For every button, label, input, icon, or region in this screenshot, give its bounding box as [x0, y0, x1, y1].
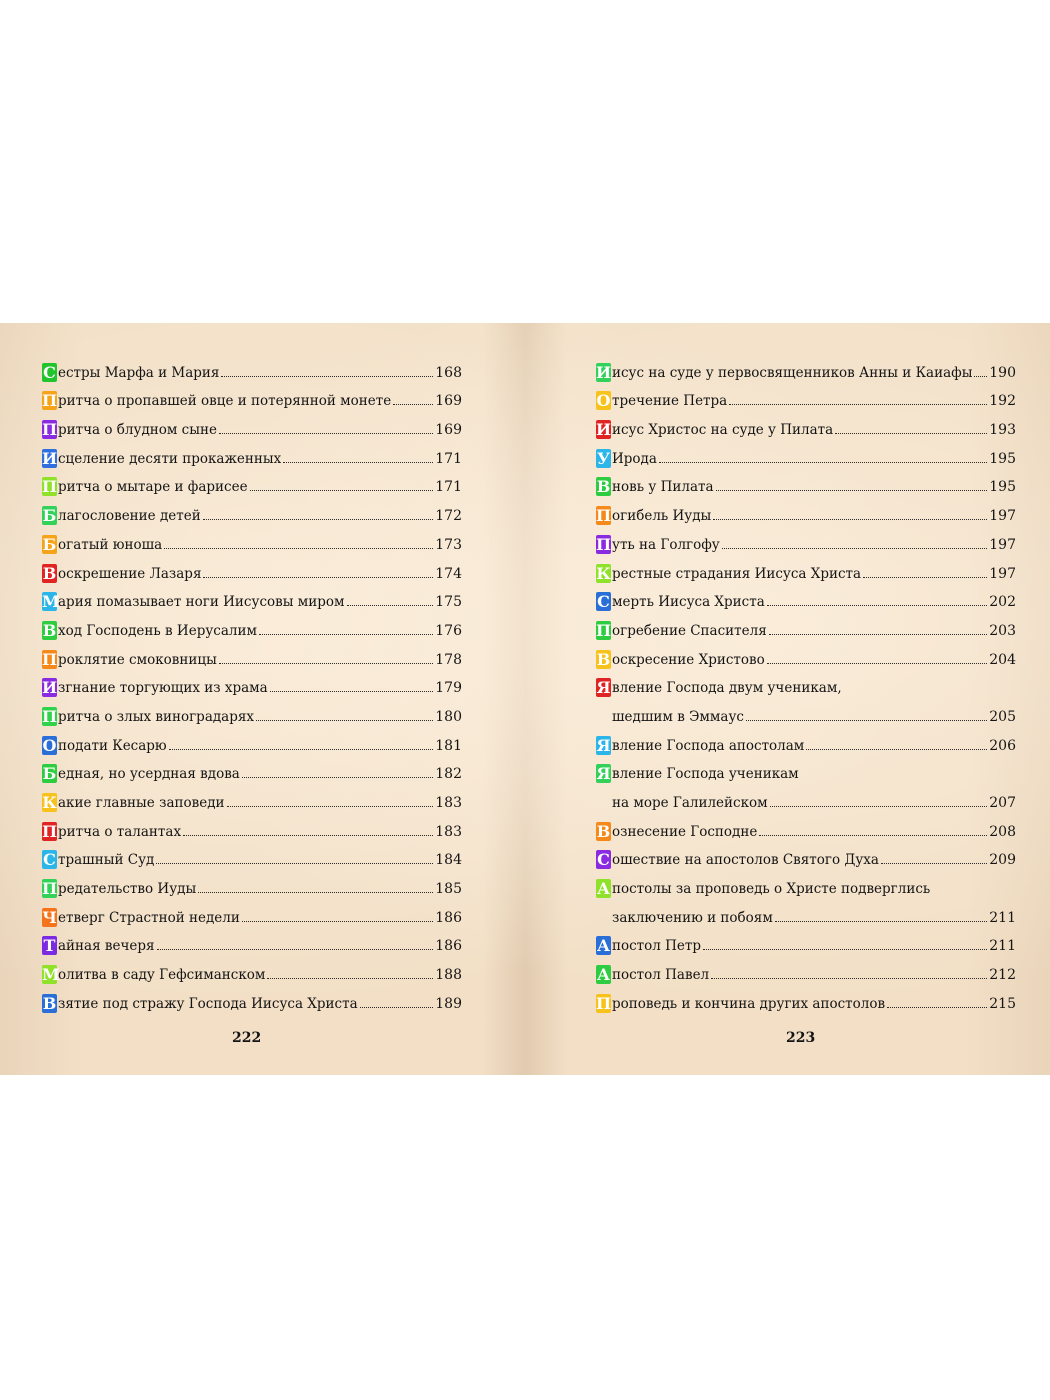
drop-cap: И	[596, 420, 612, 440]
dot-leader	[806, 749, 987, 750]
dot-leader	[887, 1007, 987, 1008]
toc-entry	[596, 527, 1016, 556]
entry-page-number: 206	[989, 737, 1016, 754]
entry-page-number: 179	[435, 680, 462, 697]
drop-cap: О	[596, 391, 611, 411]
entry-page-number: 173	[435, 536, 462, 553]
toc-entry	[42, 527, 462, 556]
drop-cap: Т	[43, 936, 56, 956]
entry-title: ария помазывает ноги Иисусовы миром	[58, 594, 345, 611]
drop-cap: А	[596, 879, 611, 899]
entry-title: вление Господа двум ученикам,	[612, 680, 842, 697]
entry-page-number: 174	[435, 565, 462, 582]
dot-leader	[250, 490, 434, 491]
dot-leader	[729, 404, 987, 405]
drop-cap: П	[596, 993, 612, 1013]
toc-entry	[42, 470, 462, 499]
entry-title: оскресение Христово	[612, 651, 765, 668]
entry-page-number: 175	[435, 594, 462, 611]
right-page	[596, 355, 1016, 1015]
dot-leader	[267, 978, 433, 979]
entry-title: вление Господа апостолам	[612, 737, 805, 754]
entry-page-number: 197	[989, 536, 1016, 553]
toc-entry	[42, 355, 462, 384]
drop-cap: П	[42, 821, 58, 841]
toc-entry	[596, 613, 1016, 642]
toc-entry	[42, 757, 462, 786]
dot-leader	[256, 720, 433, 721]
dot-leader	[156, 863, 433, 864]
dot-leader	[259, 634, 433, 635]
drop-cap: П	[42, 391, 58, 411]
entry-title: ритча о блудном сыне	[58, 422, 217, 439]
dot-leader	[183, 835, 433, 836]
entry-page-number: 205	[989, 708, 1016, 725]
entry-title: лагословение детей	[58, 508, 201, 525]
drop-cap: С	[597, 592, 610, 612]
toc-entry	[596, 498, 1016, 527]
toc-entry	[596, 470, 1016, 499]
entry-title: заключению и побоям	[612, 909, 773, 926]
entry-page-number: 168	[435, 364, 462, 381]
drop-cap: У	[597, 448, 610, 468]
entry-page-number: 204	[989, 651, 1016, 668]
toc-entry	[596, 642, 1016, 671]
entry-page-number: 212	[989, 967, 1016, 984]
page-number-right: 223	[786, 1030, 816, 1046]
dot-leader	[770, 806, 988, 807]
toc-entry	[42, 642, 462, 671]
drop-cap: А	[596, 965, 611, 985]
entry-page-number: 195	[989, 479, 1016, 496]
dot-leader	[169, 749, 434, 750]
toc-entry	[42, 613, 462, 642]
drop-cap: В	[596, 821, 611, 841]
dot-leader	[242, 921, 433, 922]
toc-entry	[42, 699, 462, 728]
dot-leader	[746, 720, 987, 721]
toc-list-left	[42, 355, 462, 1015]
toc-entry	[596, 871, 1016, 900]
entry-title: оскрешение Лазаря	[58, 565, 202, 582]
dot-leader	[242, 777, 433, 778]
drop-cap: П	[596, 506, 612, 526]
toc-entry	[42, 957, 462, 986]
toc-entry	[596, 900, 1016, 929]
dot-leader	[759, 835, 987, 836]
entry-title: ознесение Господне	[612, 823, 758, 840]
drop-cap: И	[596, 362, 612, 382]
entry-page-number: 192	[989, 393, 1016, 410]
drop-cap: Б	[42, 764, 57, 784]
entry-title: редательство Иуды	[58, 881, 197, 898]
dot-leader	[221, 376, 433, 377]
entry-page-number: 197	[989, 508, 1016, 525]
entry-title: огибель Иуды	[612, 508, 712, 525]
entry-page-number: 169	[435, 393, 462, 410]
drop-cap: В	[42, 993, 57, 1013]
entry-page-number: 184	[435, 852, 462, 869]
entry-page-number: 189	[435, 995, 462, 1012]
toc-entry	[596, 757, 1016, 786]
dot-leader	[863, 577, 987, 578]
toc-entry	[42, 671, 462, 700]
toc-entry	[42, 929, 462, 958]
toc-entry	[596, 355, 1016, 384]
toc-entry	[42, 585, 462, 614]
entry-title: тречение Петра	[612, 393, 728, 410]
dot-leader	[881, 863, 987, 864]
dot-leader	[270, 691, 434, 692]
drop-cap: И	[42, 448, 58, 468]
entry-title: шедшим в Эммаус	[612, 708, 744, 725]
entry-title: рестные страдания Иисуса Христа	[612, 565, 862, 582]
entry-page-number: 176	[435, 622, 462, 639]
entry-title: трашный Суд	[58, 852, 155, 869]
entry-page-number: 171	[435, 479, 462, 496]
entry-title: огатый юноша	[58, 536, 163, 553]
entry-page-number: 171	[435, 450, 462, 467]
drop-cap: Я	[596, 764, 611, 784]
drop-cap: П	[42, 706, 58, 726]
entry-title: олитва в саду Гефсиманском	[58, 967, 266, 984]
entry-title: етверг Страстной недели	[58, 909, 240, 926]
entry-title: ошествие на апостолов Святого Духа	[612, 852, 879, 869]
dot-leader	[393, 404, 433, 405]
dot-leader	[722, 548, 988, 549]
toc-entry	[596, 699, 1016, 728]
toc-entry	[596, 843, 1016, 872]
entry-title: ритча о злых виноградарях	[58, 708, 255, 725]
entry-title: постол Павел	[612, 967, 710, 984]
entry-page-number: 185	[435, 881, 462, 898]
toc-entry	[42, 785, 462, 814]
toc-list-right	[596, 355, 1016, 1015]
drop-cap: П	[42, 477, 58, 497]
entry-page-number: 186	[435, 909, 462, 926]
entry-title: ритча о мытаре и фарисее	[58, 479, 248, 496]
toc-entry	[596, 986, 1016, 1015]
entry-page-number: 197	[989, 565, 1016, 582]
drop-cap: С	[597, 850, 610, 870]
dot-leader	[775, 921, 987, 922]
entry-page-number: 203	[989, 622, 1016, 639]
entry-page-number: 207	[989, 795, 1016, 811]
toc-entry	[596, 929, 1016, 958]
drop-cap: П	[42, 879, 58, 899]
entry-title: роклятие смоковницы	[58, 651, 217, 668]
drop-cap: К	[596, 563, 611, 583]
entry-page-number: 209	[989, 852, 1016, 869]
toc-entry	[42, 843, 462, 872]
dot-leader	[703, 949, 987, 950]
drop-cap: М	[42, 592, 60, 612]
drop-cap: О	[42, 735, 57, 755]
dot-leader	[769, 634, 988, 635]
drop-cap: П	[596, 620, 612, 640]
toc-entry	[42, 986, 462, 1015]
drop-cap: В	[42, 620, 57, 640]
entry-page-number: 181	[435, 737, 462, 754]
entry-page-number: 180	[435, 708, 462, 725]
dot-leader	[227, 806, 434, 807]
entry-title: ритча о талантах	[58, 823, 182, 840]
dot-leader	[283, 462, 433, 463]
entry-title: подати Кесарю	[58, 737, 167, 754]
toc-entry	[42, 900, 462, 929]
drop-cap: И	[42, 678, 58, 698]
dot-leader	[157, 949, 434, 950]
dot-leader	[713, 519, 987, 520]
entry-page-number: 211	[989, 909, 1016, 926]
drop-cap: В	[596, 477, 611, 497]
dot-leader	[767, 663, 988, 664]
dot-leader	[835, 433, 987, 434]
dot-leader	[347, 605, 434, 606]
left-page	[42, 355, 462, 1015]
entry-page-number: 202	[989, 594, 1016, 611]
toc-entry	[596, 441, 1016, 470]
dot-leader	[711, 978, 987, 979]
entry-title: исус Христос на суде у Пилата	[612, 422, 834, 439]
entry-page-number: 195	[989, 450, 1016, 467]
book-spread	[0, 323, 1050, 1075]
drop-cap: М	[42, 965, 60, 985]
entry-title: постол Петр	[612, 938, 702, 955]
entry-title: на море Галилейском	[612, 795, 768, 811]
entry-page-number: 172	[435, 508, 462, 525]
toc-entry	[42, 384, 462, 413]
toc-entry	[42, 728, 462, 757]
drop-cap: П	[596, 534, 612, 554]
toc-entry	[596, 671, 1016, 700]
dot-leader	[360, 1007, 434, 1008]
entry-title: акие главные заповеди	[58, 795, 225, 811]
dot-leader	[219, 433, 433, 434]
drop-cap: В	[42, 563, 57, 583]
entry-title: естры Марфа и Мария	[58, 364, 220, 381]
dot-leader	[974, 376, 987, 377]
dot-leader	[716, 490, 988, 491]
entry-title: сцеление десяти прокаженных	[58, 450, 282, 467]
entry-title: уть на Голгофу	[612, 536, 720, 553]
entry-page-number: 183	[435, 795, 462, 811]
dot-leader	[767, 605, 988, 606]
entry-page-number: 183	[435, 823, 462, 840]
toc-entry	[596, 585, 1016, 614]
toc-entry	[596, 556, 1016, 585]
entry-title: зятие под стражу Господа Иисуса Христа	[58, 995, 358, 1012]
entry-page-number: 215	[989, 995, 1016, 1012]
entry-page-number: 186	[435, 938, 462, 955]
toc-entry	[42, 412, 462, 441]
drop-cap: Я	[596, 678, 611, 698]
toc-entry	[42, 556, 462, 585]
drop-cap: С	[43, 362, 56, 382]
entry-page-number: 178	[435, 651, 462, 668]
entry-page-number: 211	[989, 938, 1016, 955]
entry-title: ритча о пропавшей овце и потерянной монете	[58, 393, 392, 410]
dot-leader	[659, 462, 987, 463]
entry-title: вление Господа ученикам	[612, 766, 799, 783]
entry-title: новь у Пилата	[612, 479, 714, 496]
toc-entry	[42, 441, 462, 470]
page-number-left: 222	[232, 1030, 262, 1046]
toc-entry	[596, 412, 1016, 441]
toc-entry	[596, 785, 1016, 814]
entry-title: згнание торгующих из храма	[58, 680, 268, 697]
drop-cap: С	[43, 850, 56, 870]
drop-cap: Б	[42, 506, 57, 526]
toc-entry	[596, 957, 1016, 986]
entry-page-number: 208	[989, 823, 1016, 840]
toc-entry	[42, 814, 462, 843]
entry-page-number: 182	[435, 766, 462, 783]
entry-title: мерть Иисуса Христа	[612, 594, 765, 611]
toc-entry	[596, 728, 1016, 757]
entry-title: огребение Спасителя	[612, 622, 767, 639]
drop-cap: К	[42, 793, 57, 812]
entry-title: исус на суде у первосвященников Анны и Каиафы	[612, 364, 973, 381]
drop-cap: Я	[596, 735, 611, 755]
entry-page-number: 190	[989, 364, 1016, 381]
toc-entry	[42, 498, 462, 527]
dot-leader	[164, 548, 433, 549]
entry-page-number: 169	[435, 422, 462, 439]
drop-cap: А	[596, 936, 611, 956]
entry-title: ход Господень в Иерусалим	[58, 622, 257, 639]
toc-entry	[596, 814, 1016, 843]
toc-entry	[596, 384, 1016, 413]
entry-page-number: 193	[989, 422, 1016, 439]
entry-title: едная, но усердная вдова	[58, 766, 240, 783]
dot-leader	[198, 892, 433, 893]
toc-entry	[42, 871, 462, 900]
drop-cap: П	[42, 420, 58, 440]
drop-cap: В	[596, 649, 611, 669]
entry-title: Ирода	[612, 450, 657, 467]
drop-cap: Ч	[42, 907, 57, 927]
dot-leader	[203, 519, 434, 520]
entry-title: роповедь и кончина других апостолов	[612, 995, 886, 1012]
dot-leader	[203, 577, 433, 578]
dot-leader	[219, 663, 433, 664]
entry-title: постолы за проповедь о Христе подверглись	[612, 881, 931, 898]
drop-cap: Б	[42, 534, 57, 554]
entry-page-number: 188	[435, 967, 462, 984]
drop-cap: П	[42, 649, 58, 669]
entry-title: айная вечеря	[58, 938, 155, 955]
